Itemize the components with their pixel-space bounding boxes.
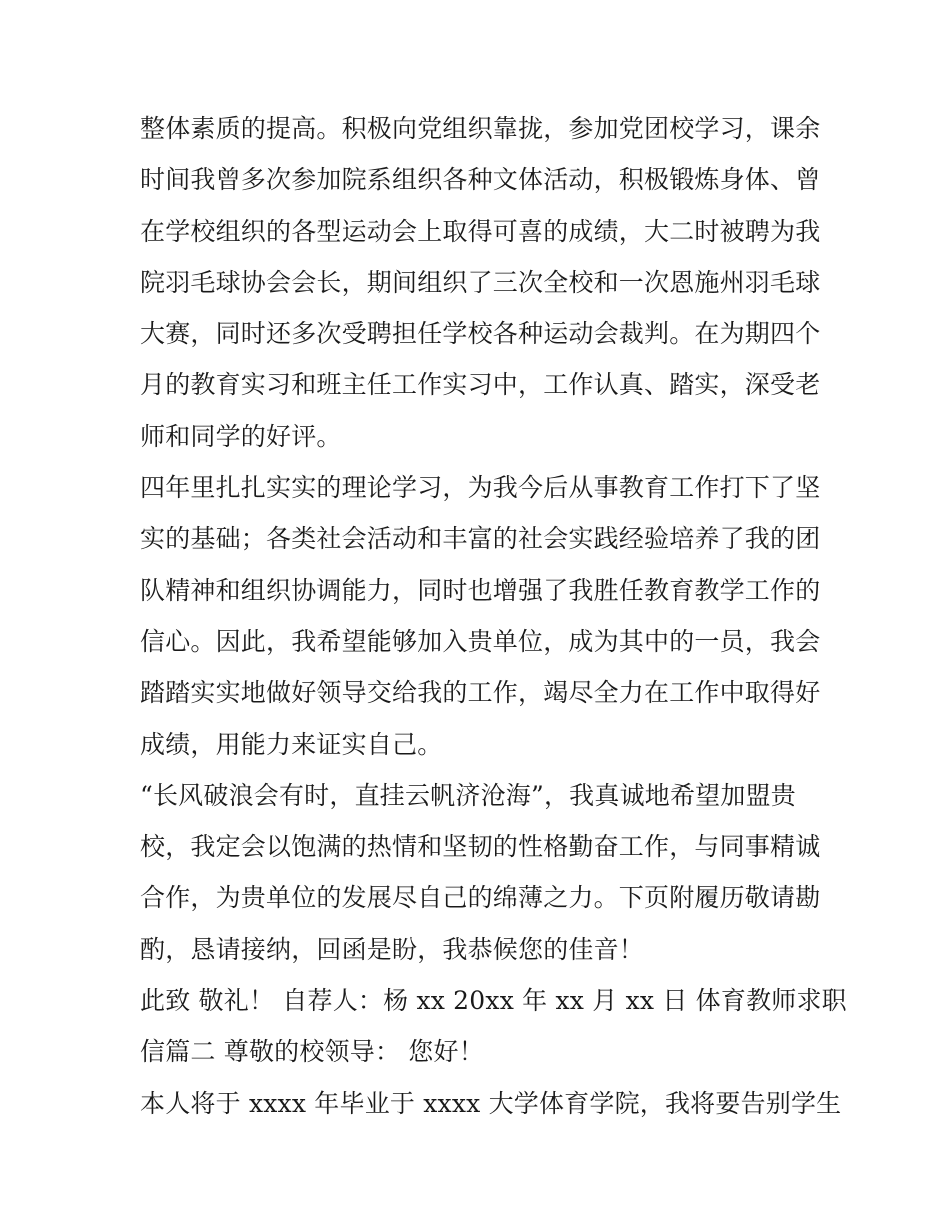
text-line: 大赛，同时还多次受聘担任学校各种运动会裁判。在为期四个 xyxy=(140,319,821,349)
text-line: 成绩，用能力来证实自己。 xyxy=(140,729,443,759)
text-line: 月的教育实习和班主任工作实习中，工作认真、踏实，深受老 xyxy=(140,370,821,400)
text-line: 四年里扎扎实实的理论学习，为我今后从事教育工作打下了坚 xyxy=(140,473,821,503)
text-line: 酌，恳请接纳，回函是盼，我恭候您的佳音！ xyxy=(140,934,645,964)
text-line: “长风破浪会有时，直挂云帆济沧海”，我真诚地希望加盟贵 xyxy=(140,780,796,810)
letter-body xyxy=(140,103,847,1129)
text-line: 在学校组织的各型运动会上取得可喜的成绩，大二时被聘为我 xyxy=(140,216,821,246)
text-line: 院羽毛球协会会长，期间组织了三次全校和一次恩施州羽毛球 xyxy=(140,267,821,297)
text-line: 信心。因此，我希望能够加入贵单位，成为其中的一员，我会 xyxy=(140,626,821,656)
text-line: 合作，为贵单位的发展尽自己的绵薄之力。下页附履历敬请勘 xyxy=(140,883,821,913)
text-line: 实的基础；各类社会活动和丰富的社会实践经验培养了我的团 xyxy=(140,524,821,554)
text-line: 时间我曾多次参加院系组织各种文体活动，积极锻炼身体、曾 xyxy=(140,165,821,195)
text-line: 信篇二 尊敬的校领导： 您好！ xyxy=(140,1037,484,1067)
text-line: 踏踏实实地做好领导交给我的工作，竭尽全力在工作中取得好 xyxy=(140,678,821,708)
text-line: 队精神和组织协调能力，同时也增强了我胜任教育教学工作的 xyxy=(140,575,821,605)
text-line: 师和同学的好评。 xyxy=(140,421,342,451)
text-line: 本人将于 xxxx 年毕业于 xxxx 大学体育学院，我将要告别学生 xyxy=(140,1088,842,1118)
text-line: 此致 敬礼！ 自荐人：杨 xx 20xx 年 xx 月 xx 日 体育教师求职 xyxy=(140,986,847,1016)
text-line: 整体素质的提高。积极向党组织靠拢，参加党团校学习，课余 xyxy=(140,114,821,143)
text-line: 校，我定会以饱满的热情和坚韧的性格勤奋工作，与同事精诚 xyxy=(140,832,821,862)
